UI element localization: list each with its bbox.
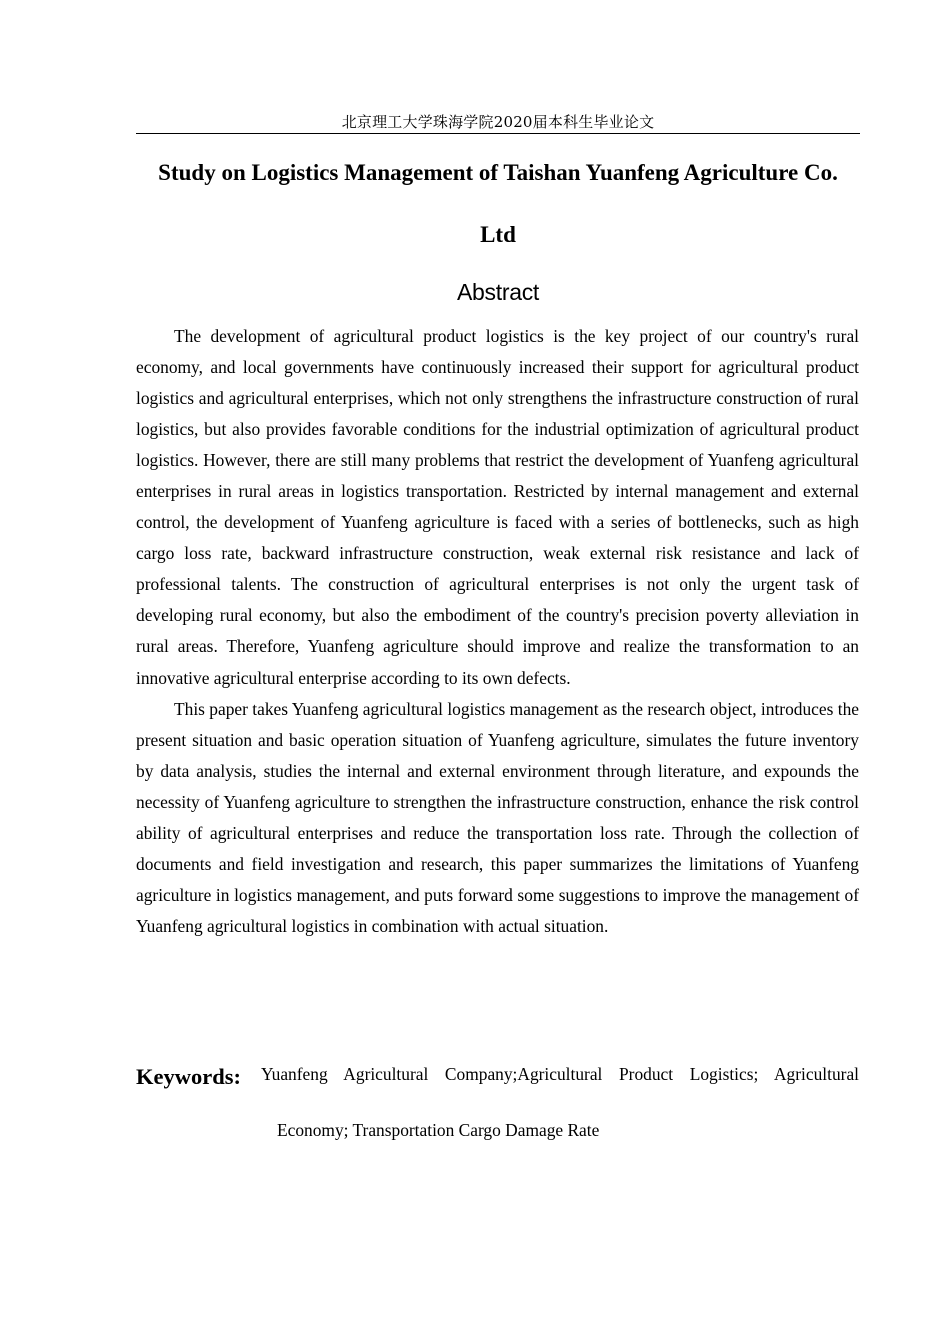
header-rule — [136, 133, 860, 134]
abstract-paragraph-2: This paper takes Yuanfeng agricultural logistics management as the research object, introduces the present situation and basic operation situation of Yuanfeng agriculture, simulates the future inventory by data analysis, studies the internal and external environment through literature, and expounds the necessity of Yuanfeng agriculture to strengthen the infrastructure construction, enhance the risk control ability of agricultural enterprises and reduce the transportation loss rate. Through the collection of documents and field investigation and research, this paper summarizes the limitations of Yuanfeng agriculture in logistics management, and puts forward some suggestions to improve the management of Yuanfeng agricultural logistics in combination with actual situation. — [136, 698, 859, 936]
running-header: 北京理工大学珠海学院2020届本科生毕业论文 — [341, 113, 655, 131]
keywords-text-line-2: Economy; Transportation Cargo Damage Rate — [277, 1120, 600, 1140]
paper-title-line-1: Study on Logistics Management of Taishan Yuanfeng Agriculture Co. — [158, 160, 838, 185]
abstract-paragraph-1: The development of agricultural product logistics is the key project of our country's rural economy, and local governments have continuously increased their support for agricultural product logistics and agricultural enterprises, which not only strengthens the infrastructure construction of rural logistics, but also provides favorable conditions for the industrial optimization of agricultural product logistics. However, there are still many problems that restrict the development of Yuanfeng agricultural enterprises in rural areas in logistics transportation. Restricted by internal management and external control, the development of Yuanfeng agriculture is faced with a series of bottlenecks, such as high cargo loss rate, backward infrastructure construction, weak external risk resistance and lack of professional talents. The construction of agricultural enterprises is not only the urgent task of developing rural economy, but also the embodiment of the country's precision poverty alleviation in rural areas. Therefore, Yuanfeng agriculture should improve and realize the transformation to an innovative agricultural enterprise according to its own defects. — [136, 326, 859, 688]
abstract-heading: Abstract — [457, 279, 539, 305]
abstract-body — [136, 321, 859, 942]
keywords-text-line-1: Yuanfeng Agricultural Company;Agricultural Product Logistics; Agricultural — [261, 1064, 859, 1084]
keywords-label: Keywords: — [136, 1064, 241, 1089]
paper-title-line-2: Ltd — [480, 222, 516, 247]
